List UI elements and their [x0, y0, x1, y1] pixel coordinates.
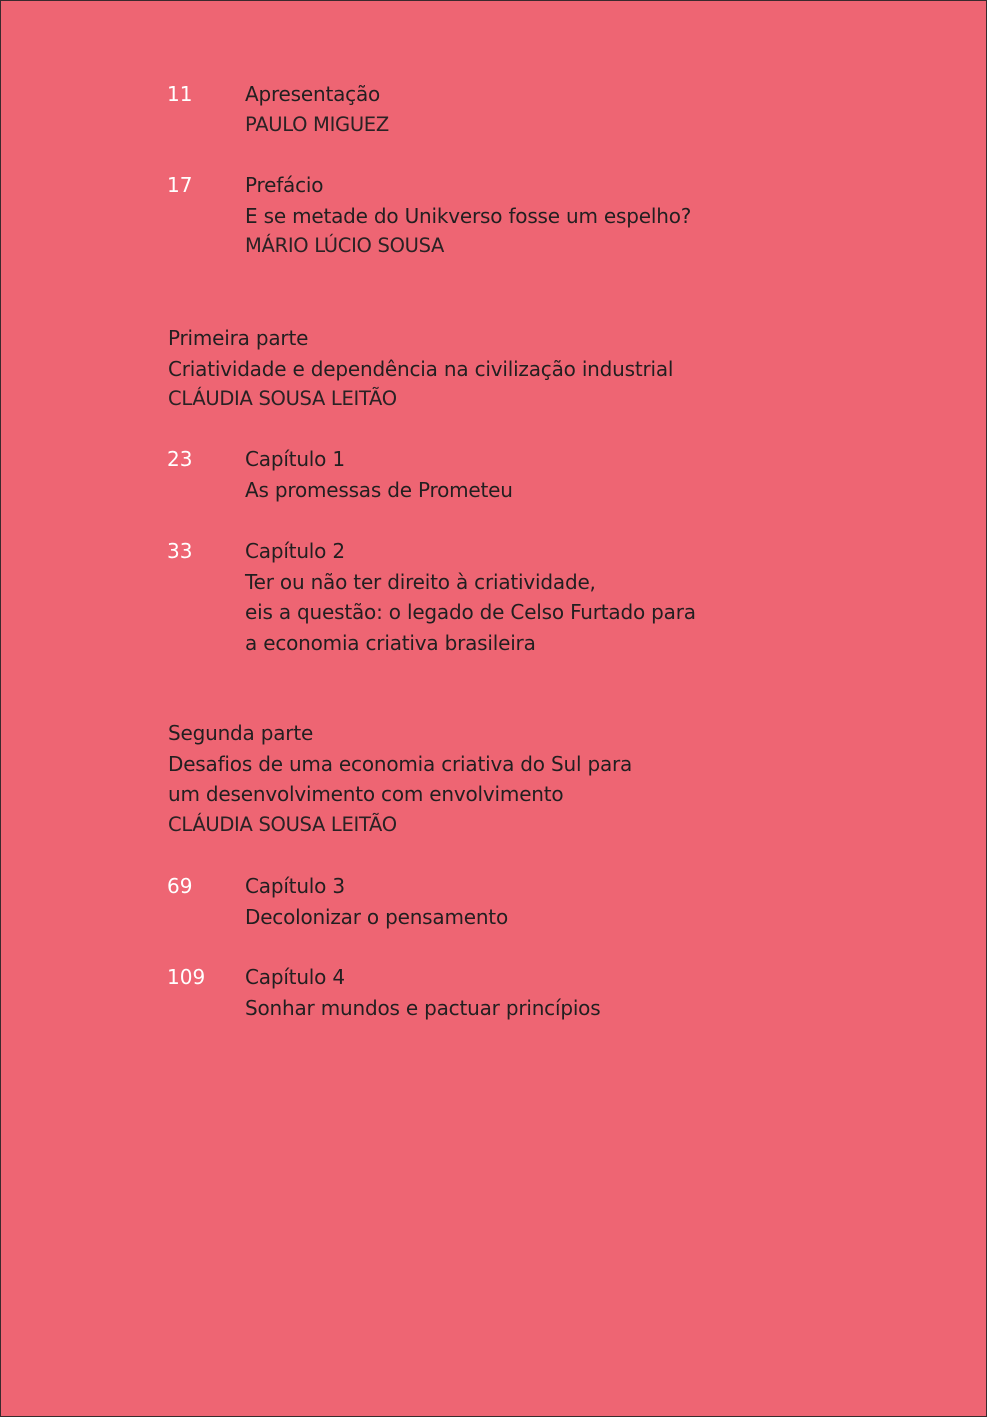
page-number: 33 — [167, 539, 193, 563]
entry-title: Prefácio — [245, 173, 324, 197]
page-number: 23 — [167, 447, 193, 471]
part-author: CLÁUDIA SOUSA LEITÃO — [168, 387, 397, 410]
part-title: Desafios de uma economia criativa do Sul para — [168, 751, 633, 776]
toc-entry-capitulo-1 — [245, 444, 885, 505]
entry-subtitle: a economia criativa brasileira — [245, 630, 536, 655]
page-number: 17 — [167, 173, 193, 197]
entry-title: Capítulo 2 — [245, 539, 345, 563]
entry-title: Capítulo 3 — [245, 874, 345, 898]
part-author: CLÁUDIA SOUSA LEITÃO — [168, 812, 397, 836]
toc-entry-capitulo-4 — [245, 962, 885, 1023]
toc-entry-capitulo-3 — [245, 871, 885, 932]
entry-subtitle: Sonhar mundos e pactuar princípios — [245, 995, 601, 1020]
entry-subtitle: Decolonizar o pensamento — [245, 904, 508, 929]
page-number: 109 — [167, 965, 206, 989]
toc-entry-capitulo-2 — [245, 536, 885, 658]
entry-subtitle: eis a questão: o legado de Celso Furtado para — [245, 600, 696, 624]
part-heading-segunda — [168, 718, 868, 840]
entry-author: PAULO MIGUEZ — [245, 112, 389, 136]
page-number: 11 — [167, 82, 193, 106]
part-label: Primeira parte — [168, 326, 309, 350]
part-label: Segunda parte — [168, 721, 314, 745]
part-title: um desenvolvimento com envolvimento — [168, 782, 564, 806]
toc-entry-prefacio — [245, 170, 885, 262]
entry-subtitle: Ter ou não ter direito à criatividade, — [245, 569, 596, 594]
entry-title: Capítulo 1 — [245, 447, 345, 471]
entry-title: Apresentação — [245, 82, 381, 106]
page-number: 69 — [167, 874, 193, 898]
entry-author: MÁRIO LÚCIO SOUSA — [245, 234, 445, 257]
part-heading-primeira — [168, 323, 868, 415]
entry-subtitle: As promessas de Prometeu — [245, 477, 513, 502]
entry-title: Capítulo 4 — [245, 965, 345, 989]
part-title: Criatividade e dependência na civilização industrial — [168, 356, 674, 381]
toc-entry-apresentacao — [245, 79, 885, 140]
entry-subtitle: E se metade do Unikverso fosse um espelho? — [245, 203, 692, 228]
